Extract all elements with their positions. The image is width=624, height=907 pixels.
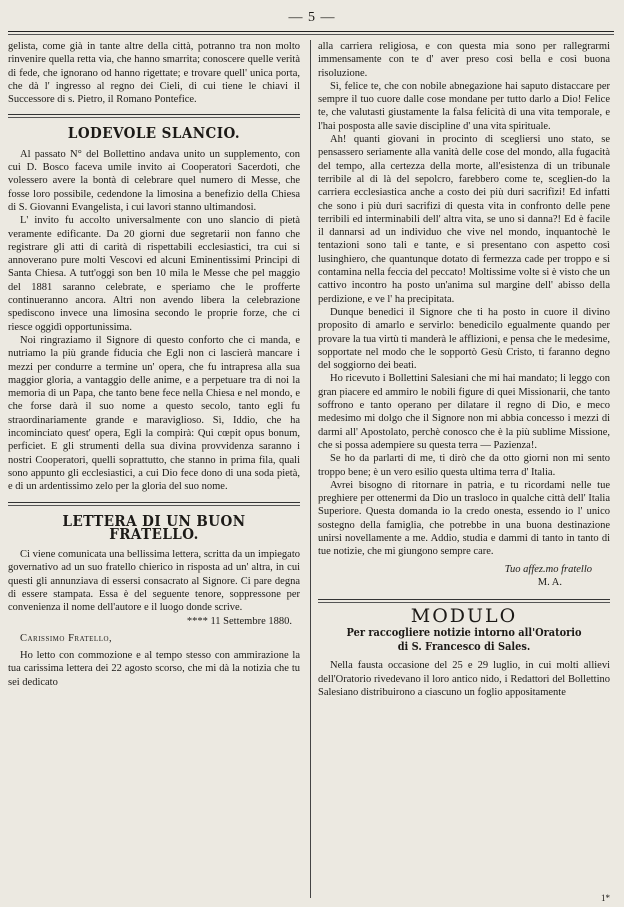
page-number: — 5 — <box>288 10 336 25</box>
section-rule-thin <box>318 602 610 603</box>
section-rule <box>318 599 610 600</box>
right-column <box>318 40 610 699</box>
letter-initials: M. A. <box>537 576 562 588</box>
paragraph: L' invito fu accolto universalmente con uno slancio di pietà veramente edificante. Da 20 giorni due segretarii non fanno che registrare gli atti di carità di rispettabili ecclesiastici, tra cui si annoverano pure molti Vescovi ed alcuni Eminentissimi Principi di Santa Chiesa. A tutt'oggi son ben 10 mila le Messe che pel maggio del 1881 saranno celebrate, e speriamo che le profferte continueranno ancora. Altri non avendo libera la celebrazione spediscono invece una limosina secondo le proprie forze, che ci riesce oggidì opportunissima. <box>8 215 300 333</box>
paragraph: Ci viene comunicata una bellissima lettera, scritta da un impiegato governativo ad un suo fratello chierico in risposta ad un' altra, in cui questi gli annunziava di essersi consacrato al Signore. Ci pare degna di essere stampata. Essa è del seguente tenore, soppressone per convenienza il nome dell'autore e il luogo donde scrive. <box>8 549 300 614</box>
paragraph: alla carriera religiosa, e con questa mia sono per rallegrarmi immensamente con te d' aver preso così bella e così buona risoluzione. <box>318 41 610 79</box>
salutation: Carissimo Fratello, <box>20 632 113 644</box>
paragraph: Ah! quanti giovani in procinto di scegliersi uno stato, se pensassero seriamente alla vanità delle cose del mondo, alla fugacità del tempo, alla certezza della morte, all'esistenza di un tribunale terribile al di là del sepolcro, farebbero come te, sceglien-do la carriera ecclesiastica anche a costo dei più duri sacrifizi! Ed infatti che sono i più duri sacrifizi di questa vita in confronto delle pene terribili ed interminabili dell' altra vita, se uno si danna?! Ed è facile il dannarsi ad un individuo che vive nel mondo, inquantochè le tentazioni sono tali e tante, e si presentano con aspetto così lusinghiero, che quantunque dotato di fermezza cade per troppo e si contamina nella feccia del peccato! Moltissime volte si è visto che un cattivo incontro ha posto un'anima sul margine dell' abisso della perdizione, e ve l' ha precipitata. <box>318 134 610 305</box>
subheading-modulo: Per raccogliere notizie intorno all'Oratorio di S. Francesco di Sales. <box>346 625 582 654</box>
heading-lodevole-slancio: LODEVOLE SLANCIO. <box>67 124 241 143</box>
column-divider <box>310 40 311 898</box>
section-rule <box>8 114 300 115</box>
section-rule-thin <box>8 505 300 506</box>
section-rule <box>8 502 300 503</box>
dateline: **** 11 Settembre 1880. <box>186 615 292 627</box>
paragraph: Noi ringraziamo il Signore di questo conforto che ci manda, e nutriamo la più grande fiducia che Egli non ci lascierà mancare i mezzi per condurre a termine un' opera, che fu intrapresa alla sua maggior gloria, a vantaggio delle anime, e a perpetuare tra di noi la memoria di un Papa, che tanto bene fece nella Chiesa e nel mondo, e che forse darà il suo nome a questo secolo, tanto egli fu straordinariamente grande e maraviglioso. Sì, Iddio, che ha incominciato quest' opera, Egli la compirà: Qui cœpit opus bonum, perficiet. E gli strumenti della sua divina provvidenza saranno i nostri Cooperatori, quelli soprattutto, che stanno in prima fila, quali sono appunto gli ecclesiastici, a cui Dio fece dono di una soda pietà, e di un ardentissimo zelo per la gloria del suo nome. <box>8 334 300 493</box>
paragraph: Se ho da parlarti di me, ti dirò che da otto giorni non mi sento troppo bene; è un vero esilio questa ultima terra d' Italia. <box>318 453 610 478</box>
paragraph: Dunque benedici il Signore che ti ha posto in cuore il divino proposito di amarlo e servirlo: benedicilo egualmente quando per provare la tua virtù ti manderà le afflizioni, e pensa che le medesime, sopportate nel modo che le sopportò Gesù Cristo, ti faranno degno del soggiorno dei beati. <box>318 306 610 372</box>
paragraph: Nella fausta occasione del 25 e 29 luglio, in cui molti allievi dell'Oratorio rivedevano il loro antico nido, i Redattori del Bollettino Salesiano distribuirono a ciascuno un foglio appositamente <box>318 660 610 699</box>
paragraph: Al passato N° del Bollettino andava unito un supplemento, con cui D. Bosco faceva umile invito ai Cooperatori Sacerdoti, che volessero avere la bontà di celebrare quel numero di Messe, che fosse loro possibile, cedendone la limosina a benefizio della Chiesa di S. Giovanni Evangelista, i cui lavori stanno ultimandosi. <box>8 148 300 213</box>
signature-mark: 1* <box>601 893 610 903</box>
paragraph: Sì, felice te, che con nobile abnegazione hai saputo distaccare per sempre il tuo cuore dalle cose mondane per tutto darlo a Dio! Felice te, che valutasti giustamente la falsa felicità di una vita temporale, e l'hai posposta alle savie discipline d' una vita spirituale. <box>318 80 610 132</box>
letter-closing: Tuo affez.mo fratello <box>504 563 592 575</box>
header-rule <box>8 31 614 32</box>
paragraph: Avrei bisogno di ritornare in patria, e tu ricordami nelle tue preghiere per ottenermi da Dio un trasloco in qualche città dell' Italia Superiore. Questa domanda io la credo onesta, essendo io l' unico sostegno della famiglia, che potrebbe in una buona destinazione unirsi novellamente a me. Addio, studia e dammi di tanto in tanto di tue notizie, che mi giungono sempre care. <box>318 479 610 558</box>
header-rule-thin <box>8 34 614 35</box>
intro-paragraph: gelista, come già in tante altre della città, potranno tra non molto rinvenire quella retta via, che hanno smarrita; conoscere quelle verità di fede, che ignorano od hanno rigettate; e trovare quell' unica porta, che dà l' ingresso al regno dei Cieli, di cui tiene le chiavi il Successore di s. Pietro, il Romano Pontefice. <box>8 41 300 106</box>
paragraph: Ho ricevuto i Bollettini Salesiani che mi hai mandato; li leggo con gran piacere ed ammiro le nobili figure di quei Missionarii, che tanto soffrono e tanto operano per dilatare il regno di Dio, e meco medesimo mi dolgo che il Signore non mi abbia concesso i mezzi di darmi all' Apostolato, perchè conosco che è la più sublime Missione, che si possa adempiere su questa terra — Pazienza!. <box>318 373 610 451</box>
left-column <box>8 40 300 689</box>
heading-lettera: LETTERA DI UN BUON FRATELLO. <box>62 511 246 543</box>
section-rule-thin <box>8 117 300 118</box>
paragraph: Ho letto con commozione e al tempo stesso con ammirazione la tua carissima lettera dei 22 agosto scorso, che mi dà la notizia che tu sei dedicato <box>8 650 300 688</box>
heading-modulo: MODULO <box>410 605 518 628</box>
